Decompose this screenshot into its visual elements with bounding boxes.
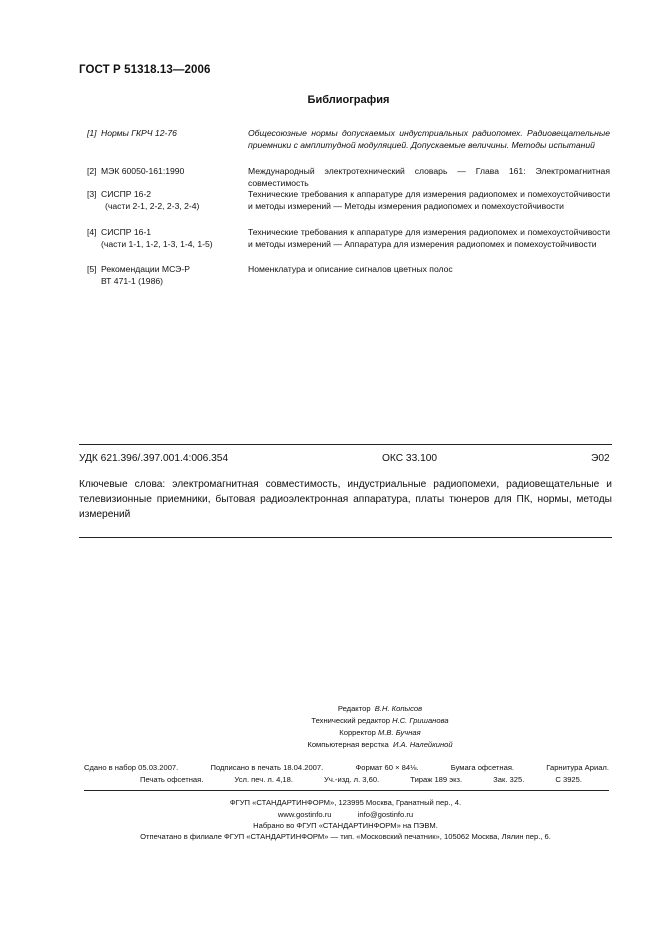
ref-number: [1] xyxy=(87,128,97,138)
print-code: С 3925. xyxy=(555,775,582,784)
print-info-line2 xyxy=(140,774,582,786)
print-run: Тираж 189 экз. xyxy=(410,775,463,784)
ref-number: [2] xyxy=(87,166,97,176)
publisher-contacts xyxy=(79,809,612,821)
keywords: Ключевые слова: электромагнитная совместимость, индустриальные радиопомехи, радиовещательные и телевизионные приемники, бытовая радиоэлектронная аппаратура, платы тюнеров для ПК, нормы, методы измерений xyxy=(79,479,612,520)
ref-source xyxy=(101,264,246,287)
print-pub-sheets: Уч.-изд. л. 3,60. xyxy=(324,775,380,784)
oks-code: ОКС 33.100 xyxy=(382,453,438,464)
bibliography-title: Библиография xyxy=(307,94,390,106)
ref-description: Международный электротехнический словарь — Глава 161: Электромагнитная совместимость xyxy=(248,166,610,188)
ref-source xyxy=(101,227,246,250)
credit-editor: Редактор В.Н. Копысов xyxy=(337,704,423,713)
publisher-typeset: Набрано во ФГУП «СТАНДАРТИНФОРМ» на ПЭВМ. xyxy=(253,821,438,830)
publisher-email-link[interactable]: info@gostinfo.ru xyxy=(357,810,414,819)
ref-description: Общесоюзные нормы допускаемых индустриальных радиопомех. Радиовещательные приемники с амплитудной модуляцией. Допускаемые величины. Методы испытаний xyxy=(248,128,610,150)
print-font: Гарнитура Ариал. xyxy=(546,763,609,772)
ref-source: Нормы ГКРЧ 12-76 xyxy=(101,128,177,138)
document-code: ГОСТ Р 51318.13—2006 xyxy=(79,64,211,76)
ref-source-line2: (части 2-1, 2-2, 2-3, 2-4) xyxy=(105,200,200,211)
ref-source-line1: Рекомендации МСЭ-Р xyxy=(101,264,190,274)
print-format: Формат 60 × 84⅛. xyxy=(355,763,419,772)
ref-number: [4] xyxy=(87,227,97,237)
print-paper: Бумага офсетная. xyxy=(450,763,515,772)
ref-source: МЭК 60050-161:1990 xyxy=(101,166,185,176)
print-method: Печать офсетная. xyxy=(140,775,204,784)
udk-code: УДК 621.396/.397.001.4:006.354 xyxy=(79,453,229,464)
publisher-printed: Отпечатано в филиале ФГУП «СТАНДАРТИНФОРМ» — тип. «Московский печатник», 105062 Москва, Лялин пер., 6. xyxy=(140,832,551,841)
ref-number: [3] xyxy=(87,189,97,199)
ref-description: Технические требования к аппаратуре для измерения радиопомех и помехоустойчивости и методы измерений — Методы измерения радиопомех и помехоустойчивости xyxy=(248,189,610,211)
ref-description: Технические требования к аппаратуре для измерения радиопомех и помехоустойчивости и методы измерений — Аппаратура для измерения радиопомех и помехоустойчивости xyxy=(248,227,610,249)
credit-tech-editor: Технический редактор Н.С. Гришанова xyxy=(311,716,449,725)
credits xyxy=(220,703,540,751)
divider-publisher xyxy=(84,790,609,791)
divider-top xyxy=(79,444,612,445)
print-signed: Подписано в печать 18.04.2007. xyxy=(210,763,324,772)
credit-layout: Компьютерная верстка И.А. Налейкиной xyxy=(307,740,453,749)
credit-proofreader: Корректор М.В. Бучная xyxy=(339,728,421,737)
print-submitted: Сдано в набор 05.03.2007. xyxy=(84,763,179,772)
ref-description: Номенклатура и описание сигналов цветных полос xyxy=(248,264,453,274)
publisher-address: ФГУП «СТАНДАРТИНФОРМ», 123995 Москва, Гранатный пер., 4. xyxy=(229,798,462,807)
print-order: Зак. 325. xyxy=(493,775,525,784)
print-info-line1 xyxy=(84,762,609,774)
ref-source-line2: (части 1-1, 1-2, 1-3, 1-4, 1-5) xyxy=(101,238,213,249)
ref-source-line1: СИСПР 16-2 xyxy=(101,189,152,199)
ref-source xyxy=(101,189,246,212)
ref-source-line1: СИСПР 16-1 xyxy=(101,227,152,237)
ref-source-line2: ВТ 471-1 (1986) xyxy=(101,275,164,286)
divider-bottom xyxy=(79,537,612,538)
group-code: Э02 xyxy=(591,453,610,464)
ref-number: [5] xyxy=(87,264,97,274)
publisher-site-link[interactable]: www.gostinfo.ru xyxy=(277,810,332,819)
print-sheets: Усл. печ. л. 4,18. xyxy=(234,775,293,784)
